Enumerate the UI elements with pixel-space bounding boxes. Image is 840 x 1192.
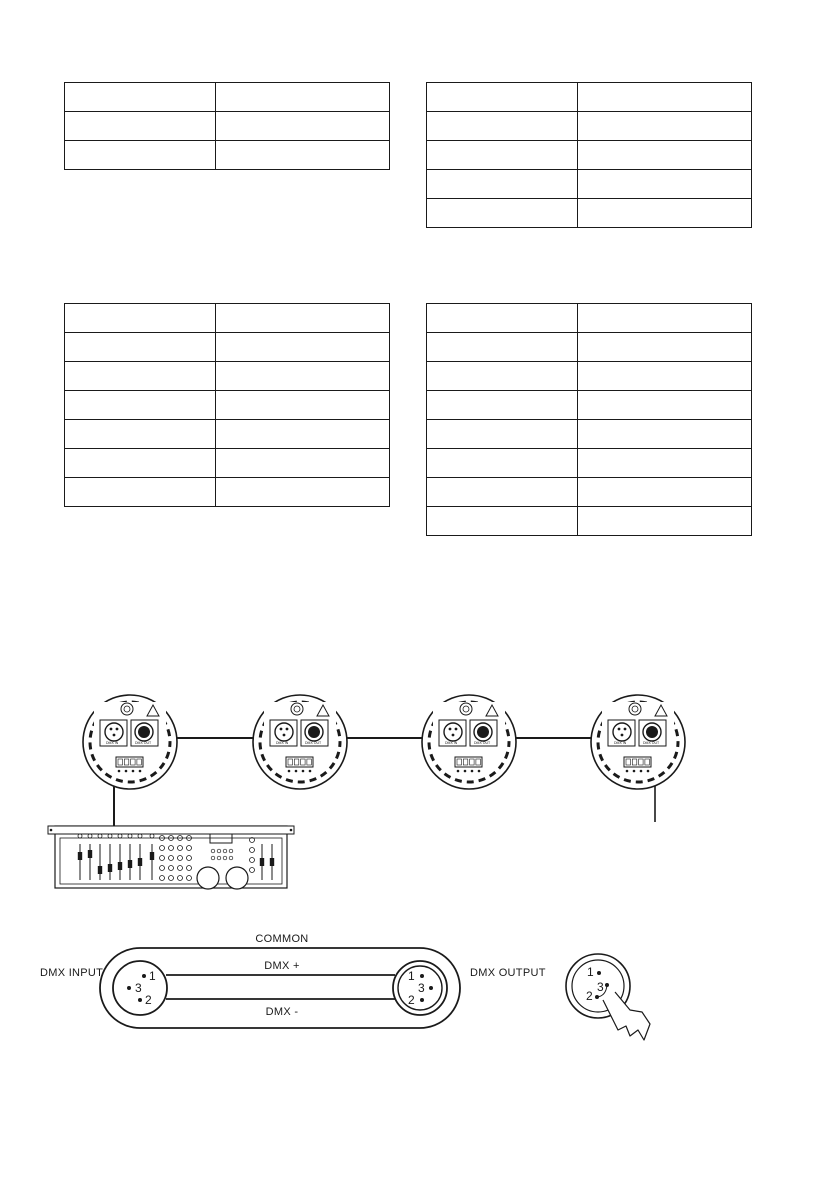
dmx-out-label: DMX OUT (643, 741, 660, 745)
dmx-out-label: DMX OUT (135, 741, 152, 745)
dmx-out-label: DMX OUT (474, 741, 491, 745)
dmx-in-port (444, 723, 462, 741)
input-pin-2: 2 (145, 993, 152, 1007)
xlr-cable-diagram (40, 933, 546, 1028)
terminator-pin-2: 2 (586, 989, 593, 1003)
fixture-1 (83, 695, 177, 789)
dmx-in-port (275, 723, 293, 741)
input-pin-3: 3 (135, 981, 142, 995)
terminator-pin-3: 3 (597, 980, 604, 994)
fixture-2 (253, 695, 347, 789)
dmx-minus-label: DMX - (265, 1006, 299, 1018)
dmx-in-label: DMX IN (106, 741, 119, 745)
dmx-in-port (613, 723, 631, 741)
terminator-plug (566, 954, 650, 1040)
output-pin-3: 3 (418, 981, 425, 995)
dmx-in-label: DMX IN (614, 741, 627, 745)
dmx-in-port (105, 723, 123, 741)
fixture-3 (422, 695, 516, 789)
dmx-in-label: DMX IN (445, 741, 458, 745)
dmx-output-label: DMX OUTPUT (470, 967, 546, 979)
dmx-out-label: DMX OUT (305, 741, 322, 745)
common-label: COMMON (255, 933, 309, 945)
dmx-input-label: DMX INPUT (40, 967, 104, 979)
terminator-pin-1: 1 (587, 965, 594, 979)
dmx-in-label: DMX IN (276, 741, 289, 745)
dmx-plus-label: DMX + (264, 960, 300, 972)
fixture-4 (591, 695, 685, 789)
output-pin-1: 1 (408, 969, 415, 983)
dmx-controller (48, 826, 294, 889)
input-pin-1: 1 (149, 969, 156, 983)
output-pin-2: 2 (408, 993, 415, 1007)
